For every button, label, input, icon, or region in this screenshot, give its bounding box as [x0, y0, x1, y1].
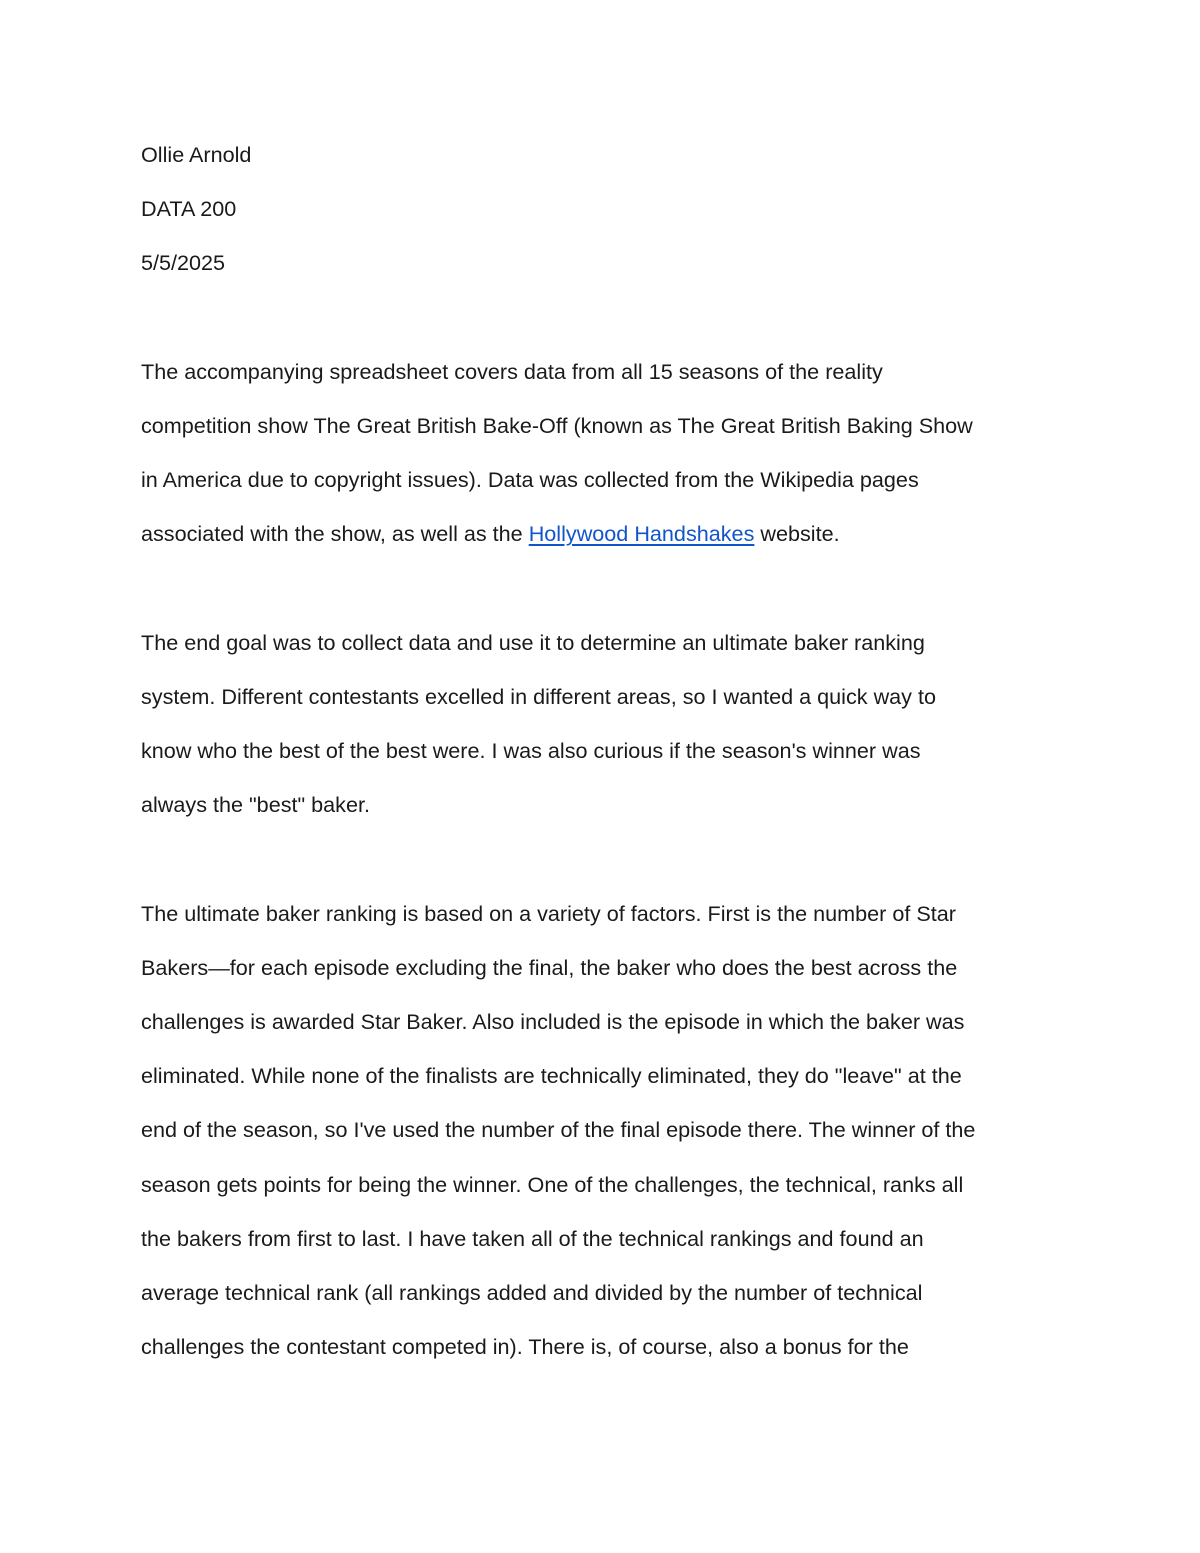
- paragraph-line: The end goal was to collect data and use it to determine an ultimate baker ranking: [141, 629, 925, 655]
- paragraph-line: Bakers—for each episode excluding the final, the baker who does the best across the: [141, 954, 958, 980]
- author-name: Ollie Arnold: [141, 142, 252, 167]
- paragraph-spacer: [141, 291, 1061, 345]
- paragraph-line: eliminated. While none of the finalists are technically eliminated, they do "leave" at the: [141, 1063, 962, 1089]
- paragraph-line-with-link: [141, 507, 1061, 561]
- paragraph-line: end of the season, so I've used the number of the final episode there. The winner of the: [141, 1117, 976, 1143]
- paragraph-line: always the "best" baker.: [141, 792, 370, 818]
- line-text-before-link: associated with the show, as well as the: [141, 521, 529, 547]
- paragraph-line: know who the best of the best were. I was also curious if the season's winner was: [141, 738, 921, 764]
- paragraph-line: in America due to copyright issues). Data was collected from the Wikipedia pages: [141, 467, 919, 493]
- document-body: [141, 128, 1061, 1374]
- hollywood-handshakes-link[interactable]: Hollywood Handshakes: [528, 521, 755, 547]
- paragraph-spacer: [141, 562, 1061, 616]
- paragraph-line: system. Different contestants excelled in different areas, so I wanted a quick way to: [141, 683, 936, 709]
- document-date: 5/5/2025: [141, 250, 226, 276]
- paragraph-line: The ultimate baker ranking is based on a variety of factors. First is the number of Star: [141, 900, 956, 926]
- course-code: DATA 200: [141, 196, 237, 222]
- paragraph-line: The accompanying spreadsheet covers data from all 15 seasons of the reality: [141, 358, 883, 384]
- paragraph-intro: [141, 345, 1061, 562]
- paragraph-line: the bakers from first to last. I have taken all of the technical rankings and found an: [141, 1225, 924, 1251]
- line-text-after-link: website.: [754, 521, 840, 547]
- paragraph-line: challenges the contestant competed in). There is, of course, also a bonus for the: [141, 1334, 909, 1360]
- paragraph-goal: [141, 616, 1061, 833]
- paragraph-line: competition show The Great British Bake-Off (known as The Great British Baking Show: [141, 412, 973, 438]
- paragraph-line: challenges is awarded Star Baker. Also included is the episode in which the baker was: [141, 1009, 965, 1034]
- paragraph-ranking-method: [141, 887, 1061, 1375]
- paragraph-line: average technical rank (all rankings added and divided by the number of technical: [141, 1279, 923, 1305]
- paragraph-spacer: [141, 832, 1061, 886]
- paragraph-line: season gets points for being the winner. One of the challenges, the technical, ranks all: [141, 1171, 964, 1197]
